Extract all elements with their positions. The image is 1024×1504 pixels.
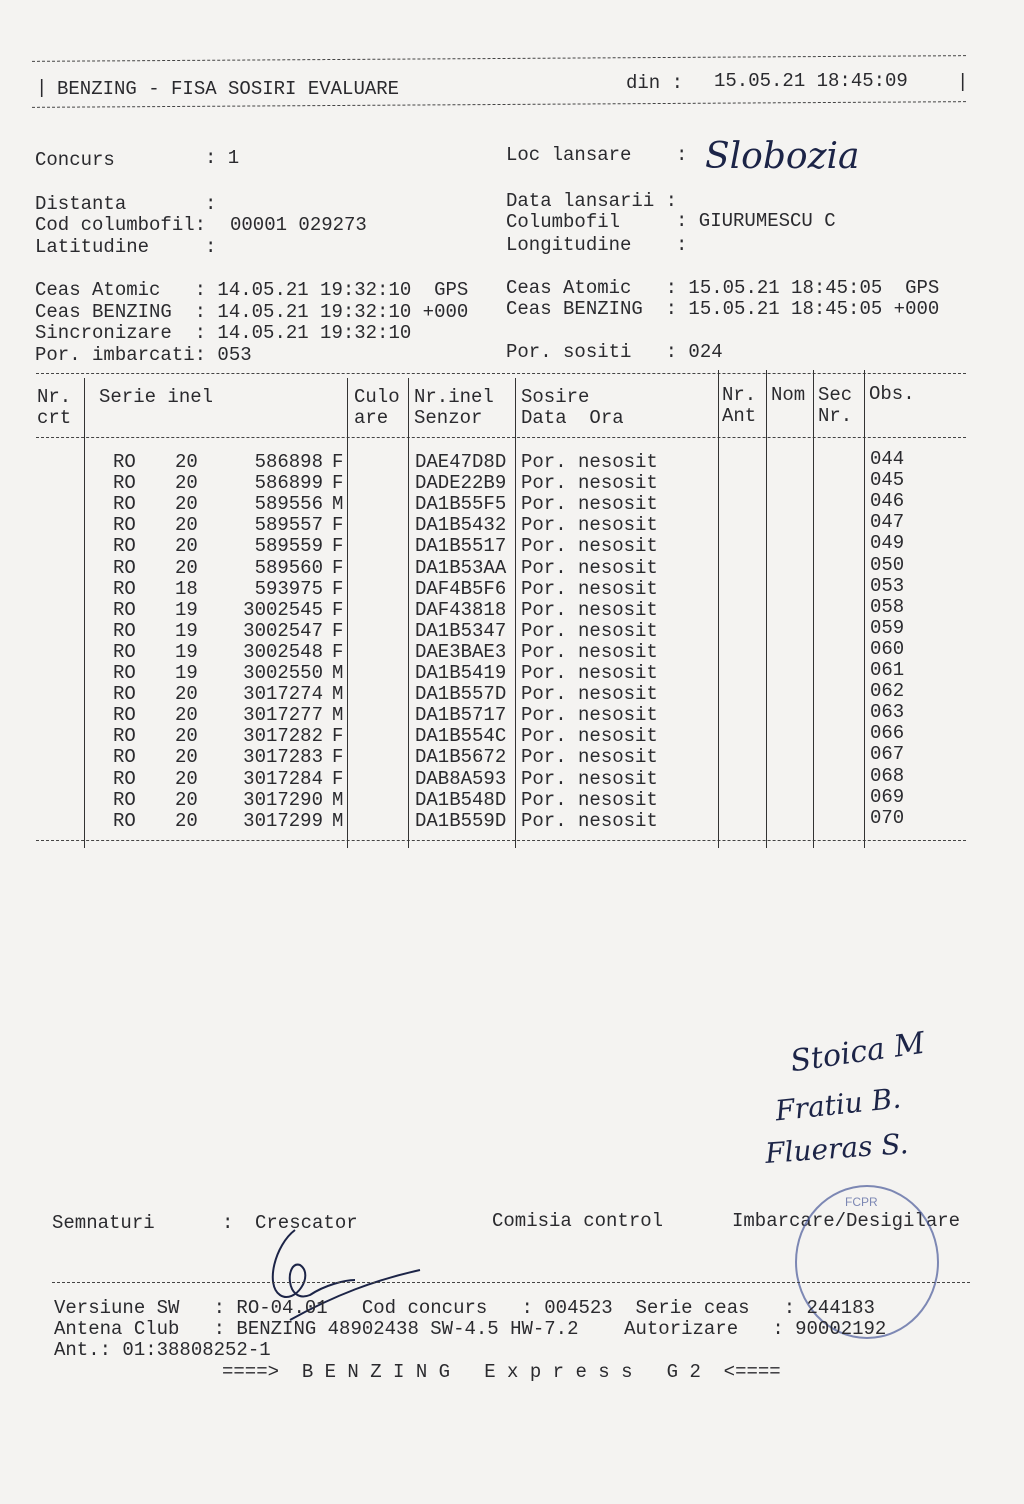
cell-ring-number: 3002545 <box>243 598 323 621</box>
semnaturi-label: Semnaturi <box>52 1212 155 1234</box>
cell-year: 20 <box>175 809 198 832</box>
cell-country: RO <box>113 556 136 579</box>
por-sositi: Por. sositi : 024 <box>506 341 723 363</box>
cell-ring-number: 589556 <box>254 493 323 516</box>
column-divider <box>408 378 409 848</box>
cell-obs: 049 <box>870 532 905 555</box>
cell-arrival-status: Por. nesosit <box>521 746 658 769</box>
cell-year: 20 <box>175 746 198 769</box>
din-value: 15.05.21 18:45:09 <box>714 70 908 92</box>
sincronizare: Sincronizare : 14.05.21 19:32:10 <box>35 322 412 344</box>
cell-obs: 063 <box>870 701 905 724</box>
cell-obs: 070 <box>870 806 905 829</box>
versiune-sw-line: Versiune SW : RO-04.01 Cod concurs : 004523 Serie ceas : 244183 <box>54 1297 875 1319</box>
header-border-bottom <box>32 101 966 108</box>
cod-columbofil-value: 00001 029273 <box>230 214 367 236</box>
cell-year: 20 <box>175 704 198 727</box>
cell-sensor-id: DA1B5432 <box>415 514 507 537</box>
loc-lansare-colon: : <box>676 144 688 166</box>
distanta-label: Distanta <box>35 193 127 215</box>
cod-columbofil-label: Cod columbofil: <box>35 214 207 236</box>
cell-ring-number: 3017290 <box>243 788 323 811</box>
cell-obs: 066 <box>870 722 905 745</box>
cell-ring-number: 593975 <box>254 577 323 600</box>
table-border-top <box>36 373 966 374</box>
cell-ring-number: 589560 <box>254 556 323 579</box>
cell-ring-number: 589557 <box>254 514 323 537</box>
cell-sex: M <box>332 809 344 832</box>
cell-obs: 045 <box>870 469 905 492</box>
cell-arrival-status: Por. nesosit <box>521 640 658 663</box>
ceas-atomic-right: Ceas Atomic : 15.05.21 18:45:05 GPS <box>506 277 940 299</box>
cell-sex: F <box>332 556 344 579</box>
header-serie-inel: Serie inel <box>99 386 214 408</box>
longitudine-value: : <box>676 234 688 256</box>
header-left-bar: | <box>36 77 48 99</box>
cell-country: RO <box>113 746 136 769</box>
ceas-benzing-left: Ceas BENZING : 14.05.21 19:32:10 +000 <box>35 301 469 323</box>
cell-year: 20 <box>175 493 198 516</box>
column-divider <box>718 370 719 848</box>
cell-year: 19 <box>175 598 198 621</box>
cell-obs: 069 <box>870 785 905 808</box>
cell-country: RO <box>113 577 136 600</box>
cell-year: 19 <box>175 619 198 642</box>
cell-sensor-id: DA1B554C <box>415 725 507 748</box>
cell-obs: 046 <box>870 490 905 513</box>
crescator-label: Crescator <box>255 1212 358 1234</box>
cell-arrival-status: Por. nesosit <box>521 535 658 558</box>
por-imbarcati: Por. imbarcati: 053 <box>35 344 252 366</box>
columbofil-value: : GIURUMESCU C <box>676 210 836 232</box>
cell-country: RO <box>113 704 136 727</box>
cell-ring-number: 3017283 <box>243 746 323 769</box>
cell-sex: F <box>332 746 344 769</box>
cell-obs: 068 <box>870 764 905 787</box>
header-nr-inel-senzor: Nr.inel Senzor <box>414 386 494 429</box>
cell-sensor-id: DA1B5347 <box>415 619 507 642</box>
column-divider <box>864 370 865 848</box>
comisia-control-label: Comisia control <box>492 1210 664 1232</box>
cell-ring-number: 3002548 <box>243 640 323 663</box>
din-label: din : <box>626 72 684 94</box>
cell-arrival-status: Por. nesosit <box>521 662 658 684</box>
cell-arrival-status: Por. nesosit <box>521 809 658 832</box>
cell-ring-number: 3017277 <box>243 704 323 727</box>
longitudine-label: Longitudine <box>506 234 632 256</box>
cell-country: RO <box>113 619 136 642</box>
cell-year: 20 <box>175 683 198 706</box>
cell-arrival-status: Por. nesosit <box>521 725 658 748</box>
cell-country: RO <box>113 662 136 684</box>
columbofil-label: Columbofil <box>506 211 621 233</box>
cell-country: RO <box>113 767 136 790</box>
cell-sex: M <box>332 704 344 727</box>
cell-year: 20 <box>175 451 198 473</box>
cell-ring-number: 586899 <box>254 472 323 495</box>
cell-sex: F <box>332 725 344 748</box>
cell-obs: 053 <box>870 574 905 597</box>
cell-sex: F <box>332 619 344 642</box>
column-divider <box>347 378 348 848</box>
cell-arrival-status: Por. nesosit <box>521 472 658 495</box>
cell-sensor-id: DA1B55F5 <box>415 493 507 516</box>
cell-arrival-status: Por. nesosit <box>521 619 658 642</box>
cell-ring-number: 3017274 <box>243 683 323 706</box>
cell-obs: 047 <box>870 511 905 534</box>
loc-lansare-handwritten: Slobozia <box>705 136 860 177</box>
cell-sex: M <box>332 788 344 811</box>
column-divider <box>515 378 516 848</box>
cell-ring-number: 3002547 <box>243 619 323 642</box>
cell-sensor-id: DA1B5517 <box>415 535 507 558</box>
cell-sex: M <box>332 662 344 684</box>
cell-obs: 061 <box>870 659 905 681</box>
cell-sex: F <box>332 767 344 790</box>
cell-year: 19 <box>175 662 198 684</box>
cell-year: 20 <box>175 767 198 790</box>
cell-sensor-id: DA1B557D <box>415 683 507 706</box>
cell-country: RO <box>113 598 136 621</box>
cell-country: RO <box>113 683 136 706</box>
cell-arrival-status: Por. nesosit <box>521 514 658 537</box>
cell-ring-number: 3002550 <box>243 662 323 684</box>
cell-ring-number: 589559 <box>254 535 323 558</box>
cell-obs: 059 <box>870 616 905 639</box>
cell-sensor-id: DAF43818 <box>415 598 507 621</box>
cell-sensor-id: DA1B548D <box>415 788 507 811</box>
cell-arrival-status: Por. nesosit <box>521 767 658 790</box>
cell-country: RO <box>113 451 136 473</box>
cell-arrival-status: Por. nesosit <box>521 451 658 473</box>
cell-arrival-status: Por. nesosit <box>521 683 658 706</box>
column-divider <box>84 378 85 848</box>
header-obs: Obs. <box>869 383 915 405</box>
imbarcare-desigilare-label: Imbarcare/Desigilare <box>732 1210 961 1232</box>
cell-year: 20 <box>175 788 198 811</box>
cell-sex: F <box>332 514 344 537</box>
cell-country: RO <box>113 809 136 832</box>
cell-sensor-id: DA1B5419 <box>415 662 507 684</box>
antena-club-line: Antena Club : BENZING 48902438 SW-4.5 HW-7.2 Autorizare : 90002192 <box>54 1318 887 1340</box>
header-culoare: Culo are <box>354 386 400 429</box>
cell-ring-number: 3017299 <box>243 809 323 832</box>
cell-obs: 067 <box>870 743 905 766</box>
cell-country: RO <box>113 640 136 663</box>
header-nr-crt: Nr. crt <box>37 386 72 429</box>
cell-arrival-status: Por. nesosit <box>521 788 658 811</box>
cell-year: 20 <box>175 472 198 495</box>
semnaturi-colon: : <box>222 1212 234 1234</box>
cell-year: 20 <box>175 514 198 537</box>
table-border-bottom <box>36 840 966 841</box>
cell-sensor-id: DADE22B9 <box>415 472 507 495</box>
loc-lansare-label: Loc lansare <box>506 144 632 166</box>
distanta-value: : <box>205 193 217 215</box>
latitudine-value: : <box>205 236 217 258</box>
document-title: BENZING - FISA SOSIRI EVALUARE <box>57 78 400 100</box>
stamp-text: FCPR <box>845 1195 878 1209</box>
cell-obs: 058 <box>870 595 905 618</box>
ceas-atomic-left: Ceas Atomic : 14.05.21 19:32:10 GPS <box>35 279 469 301</box>
column-divider <box>766 370 767 848</box>
cell-ring-number: 586898 <box>254 451 323 473</box>
header-right-bar: | <box>957 71 969 93</box>
cell-country: RO <box>113 788 136 811</box>
header-border-top <box>32 55 966 62</box>
header-sec-nr: Sec Nr. <box>818 384 853 427</box>
cell-ring-number: 3017282 <box>243 725 323 748</box>
cell-year: 19 <box>175 640 198 663</box>
header-nr-ant: Nr. Ant <box>722 384 757 427</box>
cell-sex: M <box>332 493 344 516</box>
signature-3: Flueras S. <box>764 1127 910 1170</box>
cell-arrival-status: Por. nesosit <box>521 556 658 579</box>
cell-sex: F <box>332 472 344 495</box>
cell-sensor-id: DA1B53AA <box>415 556 507 579</box>
cell-year: 18 <box>175 577 198 600</box>
cell-sex: M <box>332 683 344 706</box>
cell-obs: 050 <box>870 553 905 576</box>
cell-arrival-status: Por. nesosit <box>521 577 658 600</box>
cell-sensor-id: DA1B559D <box>415 809 507 832</box>
signature-2: Fratiu B. <box>773 1081 903 1128</box>
ant-line: Ant.: 01:38808252-1 <box>54 1339 271 1361</box>
cell-obs: 062 <box>870 680 905 703</box>
cell-country: RO <box>113 493 136 516</box>
concurs-label: Concurs <box>35 149 115 171</box>
cell-arrival-status: Por. nesosit <box>521 704 658 727</box>
cell-arrival-status: Por. nesosit <box>521 598 658 621</box>
header-nom: Nom <box>771 384 806 406</box>
table-header-divider <box>36 437 966 438</box>
cell-country: RO <box>113 472 136 495</box>
footer-divider <box>52 1282 970 1283</box>
cell-obs: 060 <box>870 637 905 660</box>
cell-sensor-id: DAE3BAE3 <box>415 640 507 663</box>
cell-country: RO <box>113 725 136 748</box>
cell-sensor-id: DA1B5717 <box>415 704 507 727</box>
cell-year: 20 <box>175 725 198 748</box>
cell-arrival-status: Por. nesosit <box>521 493 658 516</box>
cell-sensor-id: DAE47D8D <box>415 451 507 473</box>
cell-sex: F <box>332 577 344 600</box>
latitudine-label: Latitudine <box>35 236 150 258</box>
cell-sex: F <box>332 535 344 558</box>
cell-year: 20 <box>175 556 198 579</box>
concurs-value: : 1 <box>205 147 240 169</box>
benzing-express-banner: ====> B E N Z I N G E x p r e s s G 2 <==== <box>222 1361 781 1383</box>
signature-1: Stoica M <box>788 1025 927 1080</box>
cell-sex: F <box>332 451 344 473</box>
cell-sex: F <box>332 598 344 621</box>
cell-sensor-id: DAF4B5F6 <box>415 577 507 600</box>
header-sosire: Sosire Data Ora <box>521 386 624 429</box>
ceas-benzing-right: Ceas BENZING : 15.05.21 18:45:05 +000 <box>506 298 940 320</box>
cell-sex: F <box>332 640 344 663</box>
cell-obs: 044 <box>870 448 905 470</box>
cell-ring-number: 3017284 <box>243 767 323 790</box>
data-lansarii-label: Data lansarii : <box>506 190 678 212</box>
column-divider <box>813 370 814 848</box>
cell-sensor-id: DA1B5672 <box>415 746 507 769</box>
cell-year: 20 <box>175 535 198 558</box>
cell-country: RO <box>113 535 136 558</box>
cell-country: RO <box>113 514 136 537</box>
cell-sensor-id: DAB8A593 <box>415 767 507 790</box>
